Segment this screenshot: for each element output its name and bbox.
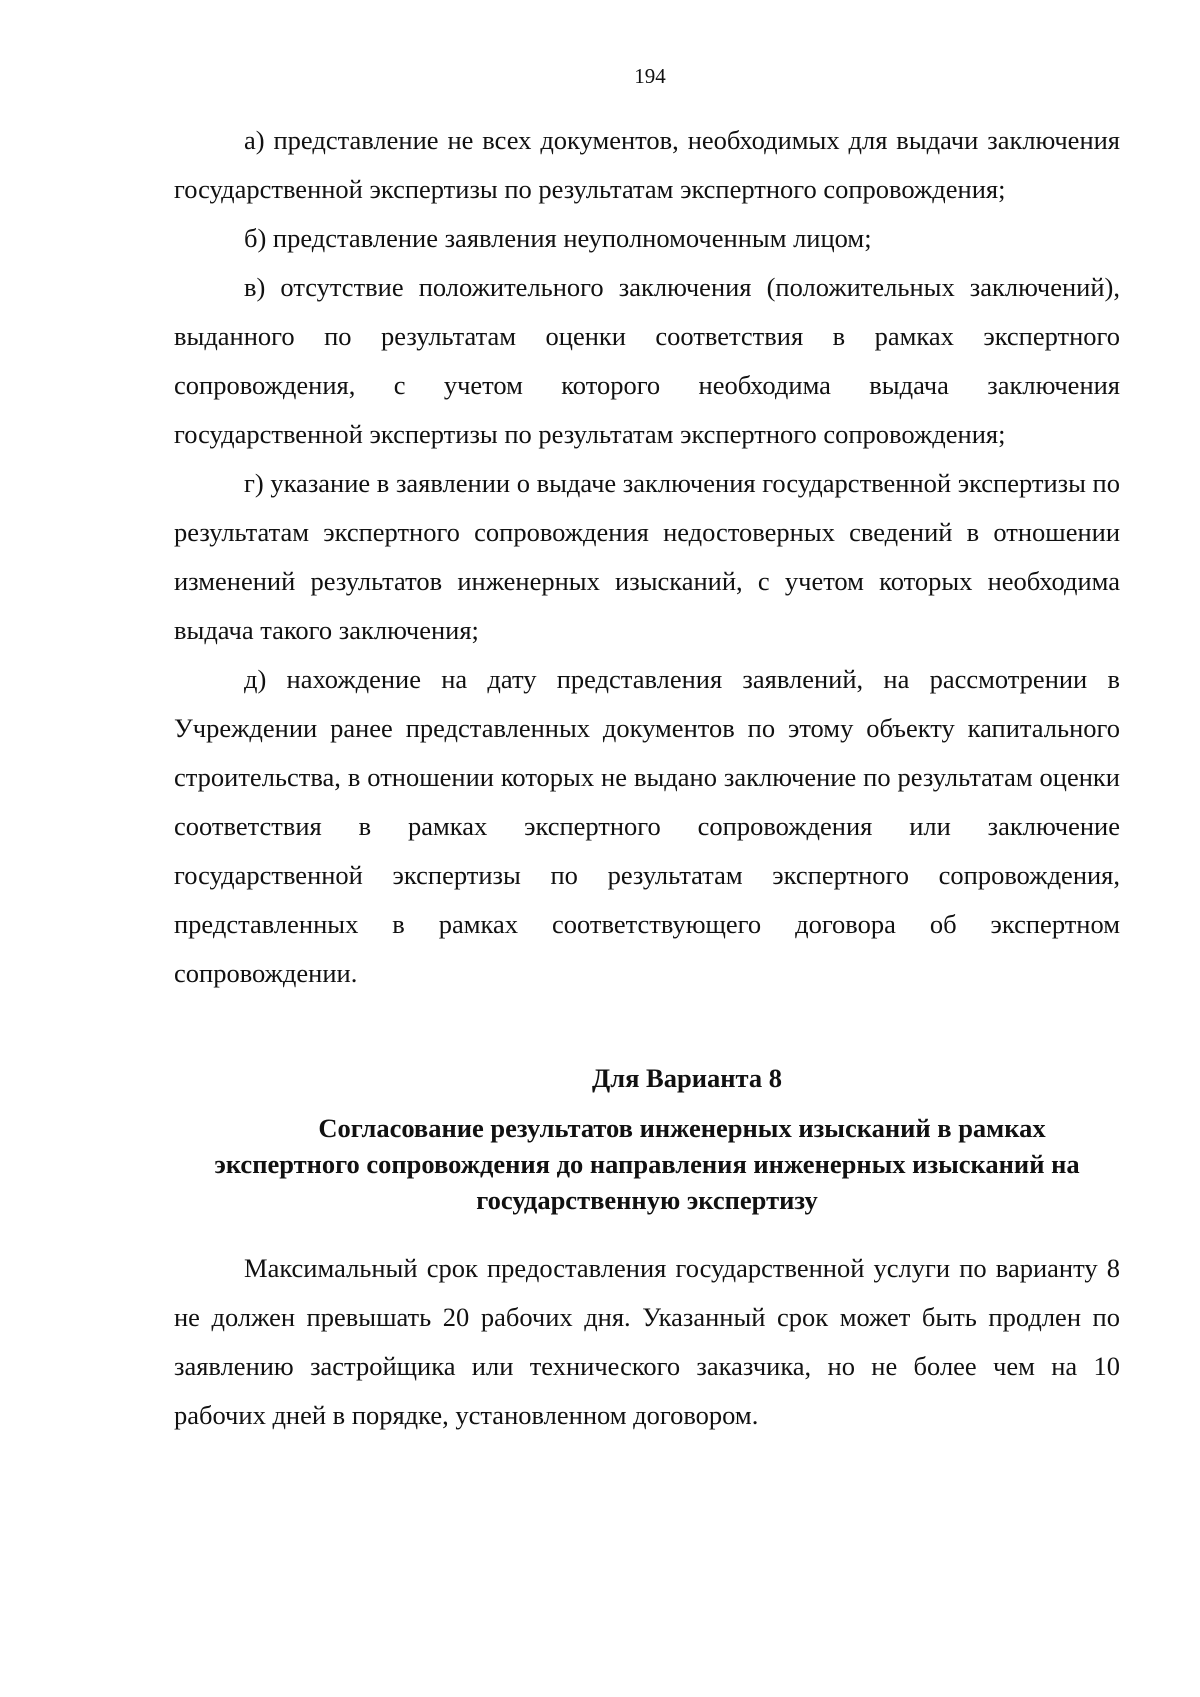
section-title-line-2: экспертного сопровождения до направления инженерных изысканий на [214, 1149, 1080, 1179]
section-title-line-1: Согласование результатов инженерных изысканий в рамках [318, 1113, 1046, 1143]
section-title [174, 1110, 1120, 1218]
page-content [174, 116, 1120, 1440]
paragraph-b: б) представление заявления неуполномоченным лицом; [244, 223, 872, 253]
paragraph-d: д) нахождение на дату представления заявлений, на рассмотрении в Учреждении ранее представленных документов по этому объекту капитального строительства, в отношении которых не выдано заключение по результатам оценки соответствия в рамках экспертного сопровождения или заключение государственной экспертизы по результатам экспертного сопровождения, представленных в рамках соответствующего договора об экспертном сопровождении. [174, 664, 1120, 988]
page-number: 194 [634, 64, 666, 88]
section-title-line-3: государственную экспертизу [476, 1185, 818, 1215]
spacer [174, 998, 1120, 1060]
paragraph-g: г) указание в заявлении о выдаче заключения государственной экспертизы по результатам экспертного сопровождения недостоверных сведений в отношении изменений результатов инженерных изысканий, с учетом которых необходима выдача такого заключения; [174, 468, 1120, 645]
spacer [174, 1218, 1120, 1244]
section-body: Максимальный срок предоставления государственной услуги по варианту 8 не должен превышать 20 рабочих дня. Указанный срок может быть продлен по заявлению застройщика или технического заказчика, но не более чем на 10 рабочих дней в порядке, установленном договором. [174, 1253, 1120, 1430]
paragraph-v: в) отсутствие положительного заключения (положительных заключений), выданного по результатам оценки соответствия в рамках экспертного сопровождения, с учетом которого необходима выдача заключения государственной экспертизы по результатам экспертного сопровождения; [174, 272, 1120, 449]
variant-heading: Для Варианта 8 [592, 1063, 782, 1093]
paragraph-a: а) представление не всех документов, необходимых для выдачи заключения государственной экспертизы по результатам экспертного сопровождения; [174, 125, 1120, 204]
